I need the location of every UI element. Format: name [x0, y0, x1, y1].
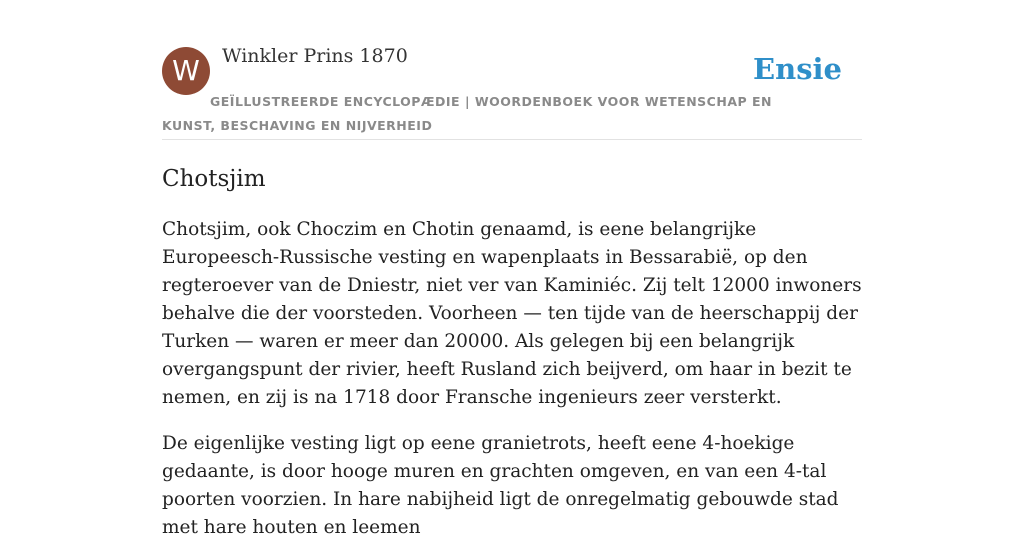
site-header [162, 0, 862, 140]
ensie-logo-link[interactable]: Ensie [753, 52, 842, 86]
entry-paragraph: Chotsjim, ook Choczim en Chotin genaamd, is eene belangrijke Europeesch-Russische vesting en wapenplaats in Bessarabië, op den regteroever van de Dniestr, niet ver van Kaminiéc. Zij telt 12000 inwoners behalve die der voorsteden. Voorheen — ten tijde van de heerschappij der Turken — waren er meer dan 20000. Als gelegen bij een belangrijk overgangspunt der rivier, heeft Rusland zich beijverd, om haar in bezit te nemen, en zij is na 1718 door Fransche ingenieurs zeer versterkt. [162, 219, 862, 408]
entry-title: Chotsjim [162, 166, 266, 192]
source-subtitle: GEÏLLUSTREERDE ENCYCLOPÆDIE | WOORDENBOEK VOOR WETENSCHAP EN KUNST, BESCHAVING EN NIJVERHEID [162, 94, 773, 133]
entry-body [162, 216, 862, 542]
source-title-link[interactable]: Winkler Prins 1870 [222, 45, 408, 67]
source-avatar[interactable]: W [162, 47, 210, 95]
entry-paragraph: De eigenlijke vesting ligt op eene granietrots, heeft eene 4-hoekige gedaante, is door hooge muren en grachten omgeven, en van een 4-tal poorten voorzien. In hare nabijheid ligt de onregelmatig gebouwde stad met hare houten en leemen [162, 433, 839, 538]
page [162, 0, 862, 542]
